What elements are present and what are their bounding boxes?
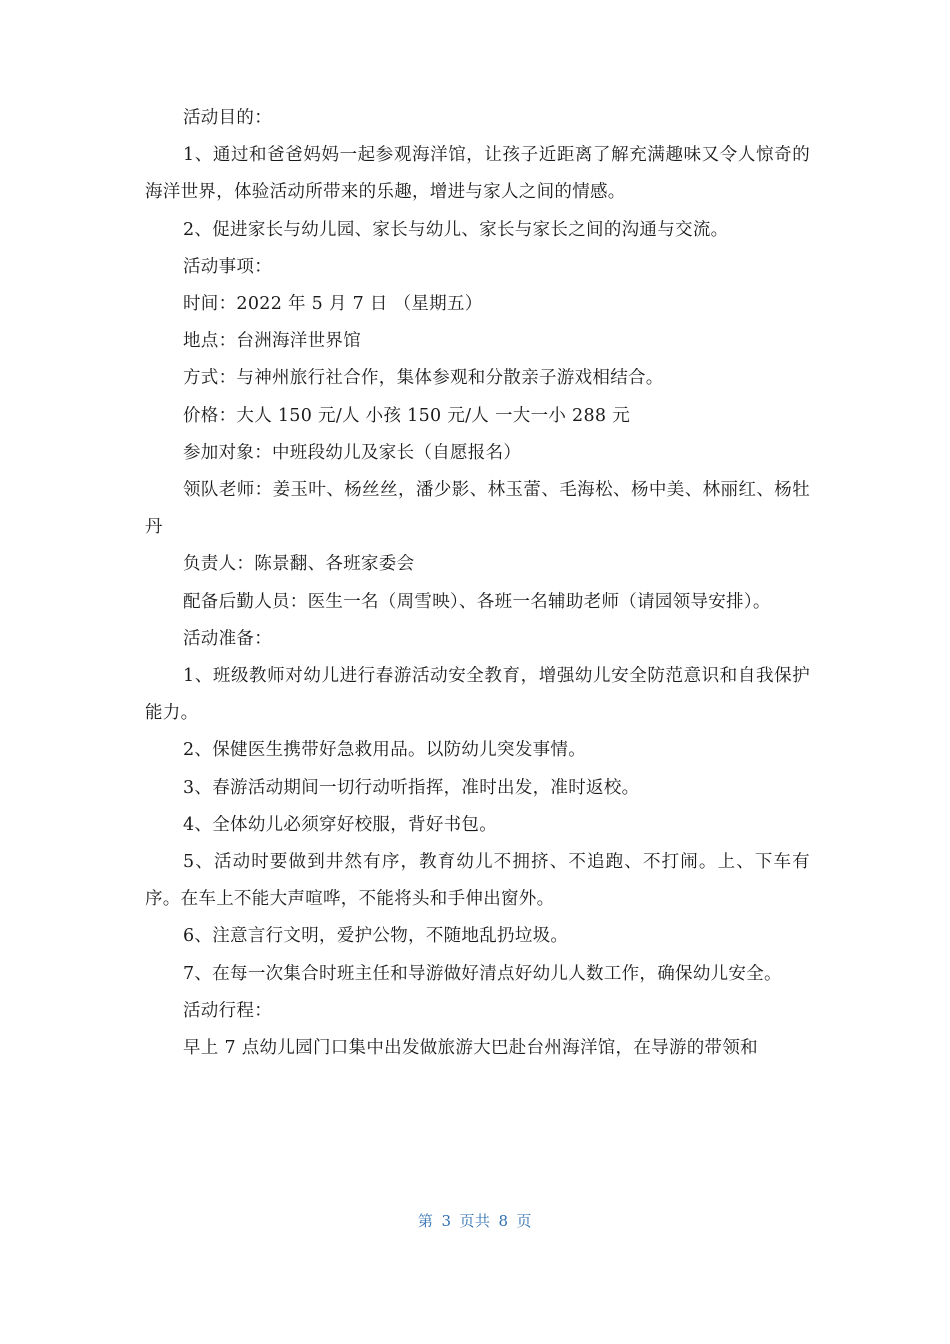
paragraph: 地点：台洲海洋世界馆 xyxy=(183,331,361,352)
paragraph: 1、通过和爸爸妈妈一起参观海洋馆，让孩子近距离了解充满趣味又令人惊奇的海洋世界，体验活动所带来的乐趣，增进与家人之间的情感。 xyxy=(145,145,810,203)
paragraph: 4、全体幼儿必须穿好校服，背好书包。 xyxy=(183,814,498,835)
paragraph: 7、在每一次集合时班主任和导游做好清点好幼儿人数工作，确保幼儿安全。 xyxy=(183,963,782,984)
paragraph: 早上 7 点幼儿园门口集中出发做旅游大巴赴台州海洋馆，在导游的带领和 xyxy=(183,1038,758,1059)
document-body xyxy=(145,100,810,1067)
total-page-count: 8 xyxy=(498,1212,509,1230)
paragraph: 3、春游活动期间一切行动听指挥，准时出发，准时返校。 xyxy=(183,777,640,798)
paragraph: 5、活动时要做到井然有序，教育幼儿不拥挤、不追跑、不打闹。上、下车有序。在车上不能大声喧哗，不能将头和手伸出窗外。 xyxy=(145,852,810,910)
page-footer xyxy=(0,1210,950,1231)
paragraph: 方式：与神州旅行社合作，集体参观和分散亲子游戏相结合。 xyxy=(183,368,664,389)
paragraph: 1、班级教师对幼儿进行春游活动安全教育，增强幼儿安全防范意识和自我保护能力。 xyxy=(145,666,810,724)
paragraph: 配备后勤人员：医生一名（周雪映）、各班一名辅助老师（请园领导安排）。 xyxy=(183,591,771,612)
current-page-number: 3 xyxy=(441,1212,452,1230)
paragraph: 活动准备： xyxy=(183,628,272,649)
paragraph: 活动事项： xyxy=(183,256,272,277)
footer-ye: 页 xyxy=(516,1212,533,1230)
paragraph: 领队老师：姜玉叶、杨丝丝，潘少影、林玉蕾、毛海松、杨中美、林丽红、杨牡丹 xyxy=(145,480,810,538)
paragraph: 2、保健医生携带好急救用品。以防幼儿突发事情。 xyxy=(183,740,587,761)
footer-ye-gong: 页共 xyxy=(459,1212,491,1230)
paragraph: 2、促进家长与幼儿园、家长与幼儿、家长与家长之间的沟通与交流。 xyxy=(183,219,729,240)
paragraph: 时间：2022 年 5 月 7 日 （星期五） xyxy=(183,294,483,315)
paragraph: 活动行程： xyxy=(183,1000,272,1021)
footer-di: 第 xyxy=(417,1212,434,1230)
paragraph: 6、注意言行文明，爱护公物，不随地乱扔垃圾。 xyxy=(183,926,569,947)
paragraph: 负责人：陈景翻、各班家委会 xyxy=(183,554,415,575)
paragraph: 参加对象：中班段幼儿及家长（自愿报名） xyxy=(183,442,522,463)
paragraph: 价格：大人 150 元/人 小孩 150 元/人 一大一小 288 元 xyxy=(183,405,630,426)
paragraph: 活动目的： xyxy=(183,108,272,128)
